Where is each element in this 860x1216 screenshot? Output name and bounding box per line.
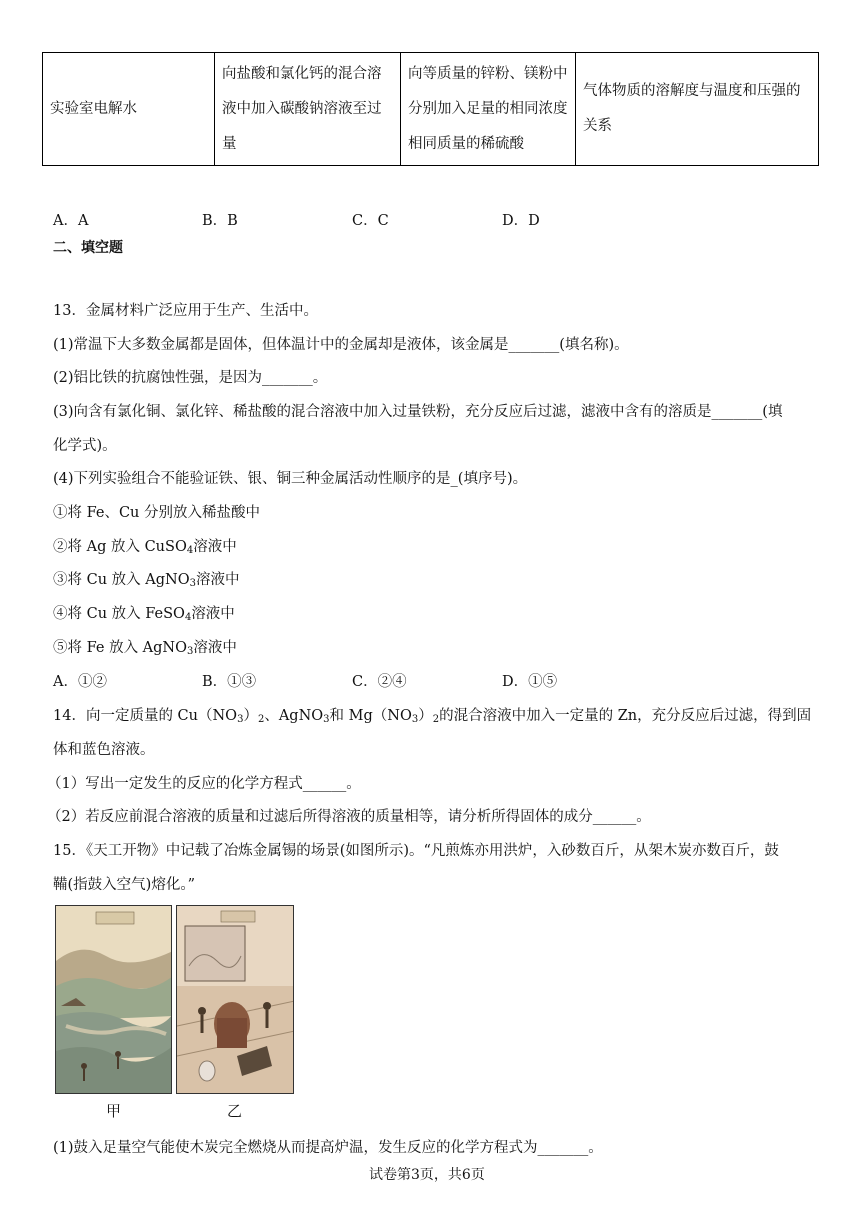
furnace-image (177, 906, 294, 1094)
q12-option-c: C．C (352, 213, 389, 229)
q13-item-4 (53, 602, 235, 623)
q12-option-b: B．B (202, 213, 238, 229)
q14-part1: （1）写出一定发生的反应的化学方程式______。 (47, 776, 361, 792)
stem-text: 14．向一定质量的 Cu（NO (53, 708, 238, 724)
item-text: 溶液中 (193, 640, 237, 656)
illustration-yi (176, 905, 294, 1094)
subscript: 2 (432, 714, 440, 725)
page-footer: 试卷第3页，共6页 (369, 1167, 485, 1183)
item-text: 溶液中 (195, 572, 240, 588)
subscript: 3 (237, 714, 244, 725)
item-text: 溶液中 (191, 606, 235, 622)
q15-part1: (1)鼓入足量空气能使木炭完全燃烧从而提高炉温，发生反应的化学方程式为_______。 (53, 1140, 603, 1156)
q13-item-2 (53, 535, 237, 556)
table-cell: 实验室电解水 (43, 53, 215, 166)
table-cell: 气体物质的溶解度与温度和压强的关系 (576, 53, 819, 166)
q13-item-1 (53, 501, 260, 522)
stem-text: 、AgNO (264, 708, 324, 724)
item-text: ①将 Fe、Cu 分别放入稀盐酸中 (53, 505, 260, 521)
illustration-jia (55, 905, 172, 1094)
stem-text: ） (243, 708, 258, 724)
q12-option-a: A．A (53, 213, 89, 229)
stem-text: 的混合溶液中加入一定量的 Zn，充分反应后过滤，得到固 (439, 708, 812, 724)
subscript: 3 (189, 578, 196, 589)
options-table (42, 52, 819, 166)
q13-part3-line2: 化学式)。 (53, 438, 117, 454)
item-text: ⑤将 Fe 放入 AgNO (53, 640, 188, 656)
table-row (43, 53, 819, 166)
table-cell: 向盐酸和氯化钙的混合溶液中加入碳酸钠溶液至过量 (215, 53, 401, 166)
q13-part4: (4)下列实验组合不能验证铁、银、铜三种金属活动性顺序的是_(填序号)。 (53, 471, 528, 487)
subscript: 4 (186, 545, 194, 556)
stem-text: 和 Mg（NO (329, 708, 412, 724)
caption-yi: 乙 (227, 1102, 243, 1120)
q13-part3-line1: (3)向含有氯化铜、氯化锌、稀盐酸的混合溶液中加入过量铁粉，充分反应后过滤，滤液中含有的溶质是_______(填 (53, 404, 783, 420)
item-text: ②将 Ag 放入 CuSO (53, 539, 187, 555)
table-cell: 向等质量的锌粉、镁粉中分别加入足量的相同浓度相同质量的稀硫酸 (401, 53, 576, 166)
subscript: 2 (257, 714, 265, 725)
q13-part1: (1)常温下大多数金属都是固体，但体温计中的金属却是液体，该金属是_______(填名称)。 (53, 337, 629, 353)
stem-text: ） (418, 708, 433, 724)
q14-stem-line1 (53, 704, 811, 725)
q13-option-a: A．①② (53, 674, 107, 690)
q14-part2: （2）若反应前混合溶液的质量和过滤后所得溶液的质量相等，请分析所得固体的成分______。 (47, 809, 651, 825)
q14-stem-line2: 体和蓝色溶液。 (53, 742, 155, 758)
q13-intro: 13．金属材料广泛应用于生产、生活中。 (53, 303, 318, 319)
landscape-image (56, 906, 172, 1094)
q15-stem-line2: 鞴(指鼓入空气)熔化。” (53, 877, 195, 893)
item-text: ③将 Cu 放入 AgNO (53, 572, 190, 588)
section-heading: 二、填空题 (53, 240, 123, 256)
subscript: 3 (411, 714, 419, 725)
caption-jia: 甲 (106, 1102, 122, 1120)
subscript: 3 (323, 714, 330, 725)
q13-item-5 (53, 636, 237, 657)
subscript: 4 (184, 612, 192, 623)
subscript: 3 (187, 646, 194, 657)
q12-option-d: D．D (502, 213, 540, 229)
q13-part2: (2)铝比铁的抗腐蚀性强，是因为_______。 (53, 370, 328, 386)
item-text: 溶液中 (193, 539, 237, 555)
q13-item-3 (53, 568, 239, 589)
q13-option-b: B．①③ (202, 674, 257, 690)
q13-option-c: C．②④ (352, 674, 407, 690)
item-text: ④将 Cu 放入 FeSO (53, 606, 185, 622)
q15-stem-line1: 15．《天工开物》中记载了冶炼金属锡的场景(如图所示)。“凡煎炼亦用洪炉，入砂数百斤，从架木炭亦数百斤，鼓 (53, 843, 779, 859)
q13-option-d: D．①⑤ (502, 674, 558, 690)
